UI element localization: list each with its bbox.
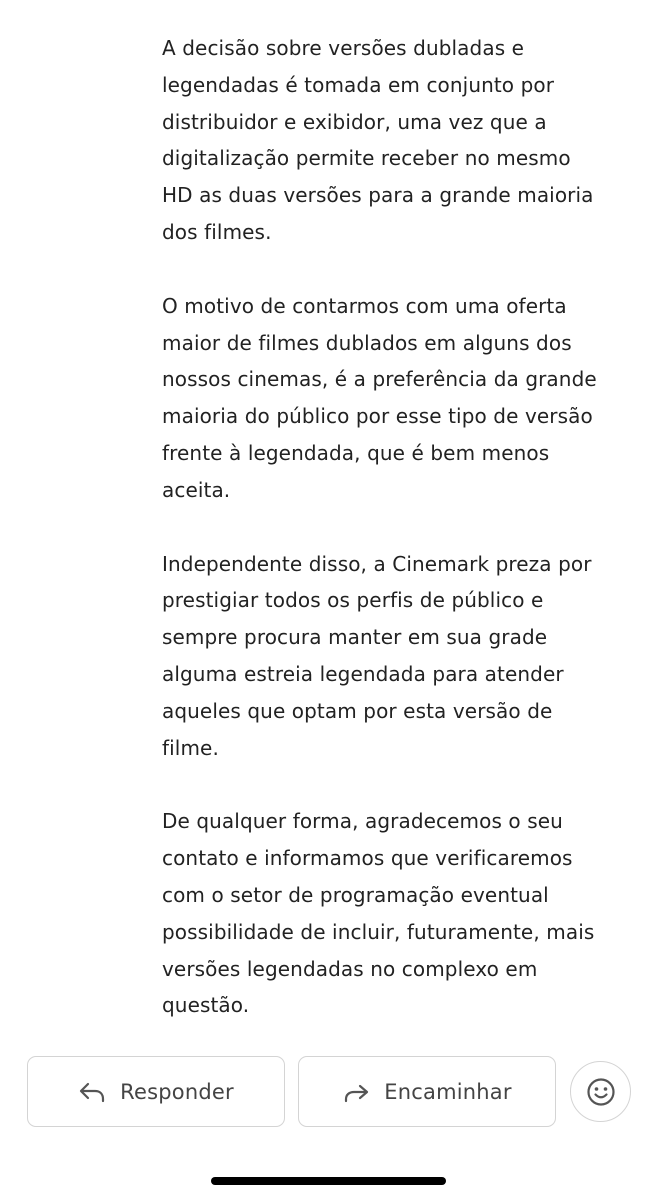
reply-label: Responder xyxy=(120,1079,234,1104)
text-line: questão. xyxy=(162,993,250,1018)
emoji-reaction-button[interactable] xyxy=(570,1061,631,1122)
text-line: A decisão sobre versões dubladas e xyxy=(162,36,525,60)
forward-button[interactable] xyxy=(298,1056,556,1127)
text-line: alguma estreia legendada para atender xyxy=(162,661,564,686)
email-paragraph xyxy=(162,30,632,251)
text-line: Independente disso, a Cinemark preza por xyxy=(162,551,592,576)
text-line: versões legendadas no complexo em xyxy=(162,956,538,981)
text-line: contato e informamos que verificaremos xyxy=(162,846,573,871)
email-paragraph xyxy=(162,288,632,509)
text-line: maior de filmes dublados em alguns dos xyxy=(162,330,572,355)
email-paragraph xyxy=(162,546,632,767)
forward-label: Encaminhar xyxy=(384,1079,512,1104)
reply-button[interactable] xyxy=(27,1056,285,1127)
text-line: HD as duas versões para a grande maioria xyxy=(162,183,594,208)
home-indicator xyxy=(211,1177,446,1185)
text-line: maioria do público por esse tipo de versão xyxy=(162,404,593,429)
text-line: aqueles que optam por esta versão de xyxy=(162,698,553,723)
text-line: De qualquer forma, agradecemos o seu xyxy=(162,809,563,834)
forward-arrow-icon xyxy=(342,1081,370,1103)
smiley-face-icon xyxy=(586,1077,616,1107)
text-line: sempre procura manter em sua grade xyxy=(162,625,548,650)
email-paragraph xyxy=(162,803,632,1024)
text-line: nossos cinemas, é a preferência da grande xyxy=(162,367,597,392)
text-line: dos filmes. xyxy=(162,219,272,244)
text-line: aceita. xyxy=(162,477,231,502)
text-line: frente à legendada, que é bem menos xyxy=(162,440,550,465)
text-line: prestigiar todos os perfis de público e xyxy=(162,588,544,613)
text-line: digitalização permite receber no mesmo xyxy=(162,146,571,171)
reply-arrow-icon xyxy=(78,1081,106,1103)
email-body xyxy=(162,30,632,1061)
text-line: distribuidor e exibidor, uma vez que a xyxy=(162,109,547,134)
message-actions-bar xyxy=(27,1056,631,1129)
text-line: filme. xyxy=(162,735,219,760)
text-line: legendadas é tomada em conjunto por xyxy=(162,72,555,97)
text-line: possibilidade de incluir, futuramente, mais xyxy=(162,919,595,944)
text-line: O motivo de contarmos com uma oferta xyxy=(162,293,567,318)
text-line: com o setor de programação eventual xyxy=(162,882,549,907)
